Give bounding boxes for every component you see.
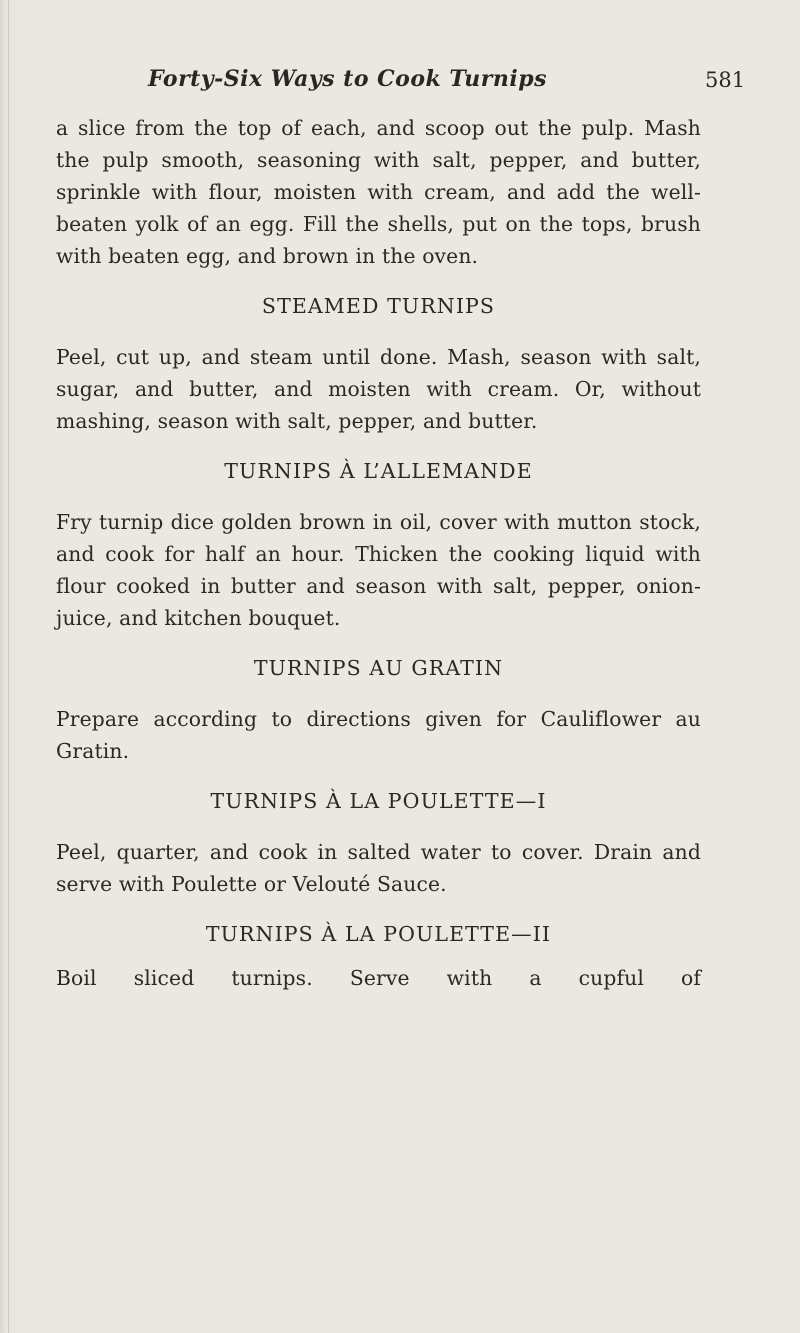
page-body — [56, 112, 701, 994]
recipe-title-steamed-turnips: STEAMED TURNIPS — [261, 294, 496, 318]
recipe-text-turnips-allemande: Fry turnip dice golden brown in oil, cover with mutton stock, and cook for half an hour. Thicken the cooking liquid with flour cooked in butter and season with salt, pepper, onion-juice, and kitchen bouquet. — [56, 510, 701, 630]
recipe-title-turnips-poulette-1: TURNIPS À LA POULETTE—I — [210, 789, 547, 813]
recipe-title-turnips-au-gratin: TURNIPS AU GRATIN — [253, 656, 504, 680]
recipe-title-turnips-allemande: TURNIPS À L’ALLEMANDE — [224, 459, 533, 483]
running-title: Forty-Six Ways to Cook Turnips — [148, 66, 547, 92]
recipe-text-turnips-poulette-1: Peel, quarter, and cook in salted water to cover. Drain and serve with Poulette or Velouté Sauce. — [56, 840, 701, 896]
recipe-text-turnips-au-gratin: Prepare according to directions given for Cauliflower au Gratin. — [56, 707, 701, 763]
page-header — [0, 60, 800, 110]
page-edge — [8, 0, 9, 1333]
page-number: 581 — [705, 68, 746, 92]
recipe-text-turnips-poulette-2: Boil sliced turnips. Serve with a cupful of — [56, 966, 701, 990]
recipe-text-steamed-turnips: Peel, cut up, and steam until done. Mash, season with salt, sugar, and butter, and moisten with cream. Or, without mashing, season with salt, pepper, and butter. — [56, 345, 701, 433]
recipe-title-turnips-poulette-2: TURNIPS À LA POULETTE—II — [205, 922, 552, 946]
intro-paragraph: a slice from the top of each, and scoop out the pulp. Mash the pulp smooth, seasoning with salt, pepper, and butter, sprinkle with flour, moisten with cream, and add the well-beaten yolk of an egg. Fill the shells, put on the tops, brush with beaten egg, and brown in the oven. — [56, 116, 701, 268]
